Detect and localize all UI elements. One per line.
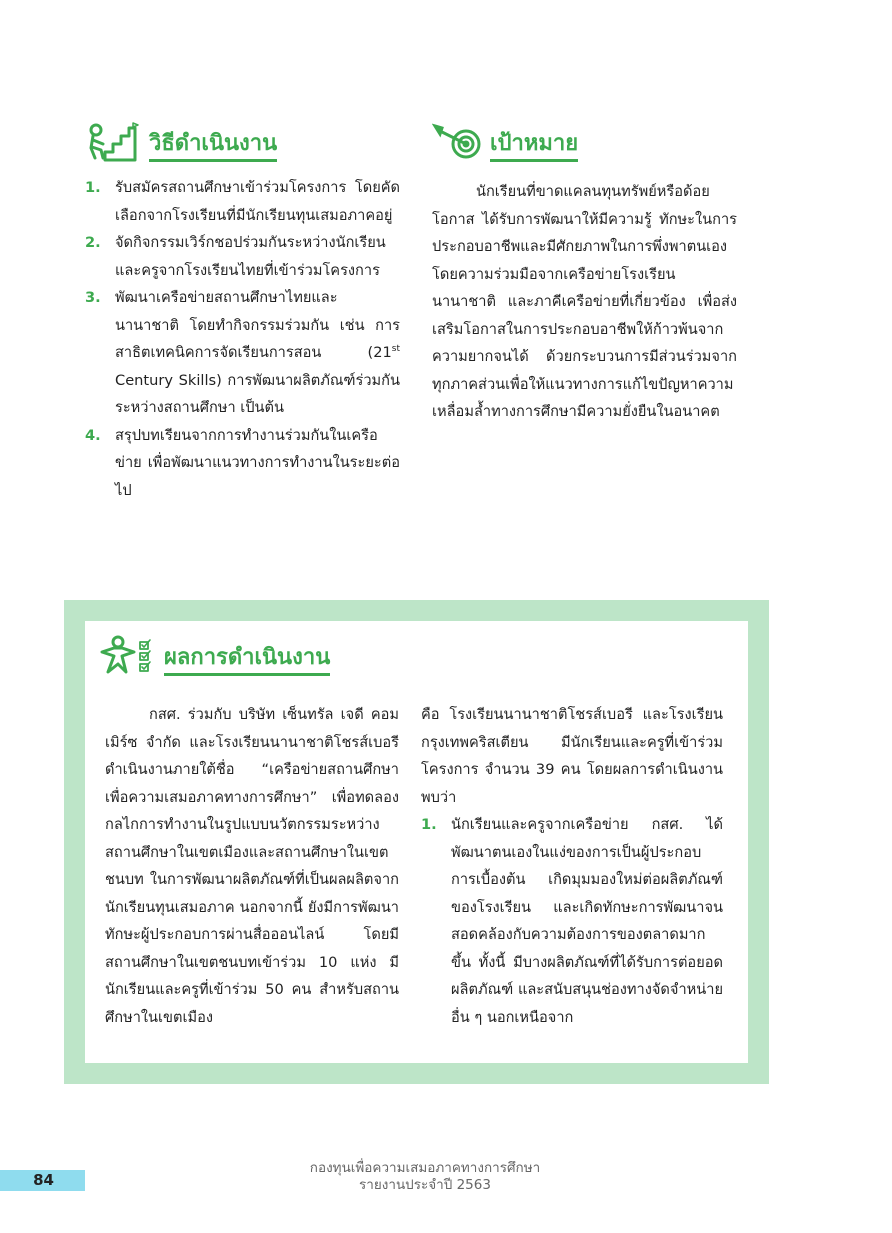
goal-section xyxy=(432,122,737,426)
method-section xyxy=(85,122,400,504)
results-right-column xyxy=(421,701,723,1031)
method-list xyxy=(85,174,400,504)
list-item: 2. จัดกิจกรรมเวิร์กชอปร่วมกันระหว่างนักเรียนและครูจากโรงเรียนไทยที่เข้าร่วมโครงการ xyxy=(85,234,386,279)
page-number: 84 xyxy=(0,1170,85,1191)
person-checklist-icon xyxy=(100,634,156,676)
results-title: ผลการดำเนินงาน xyxy=(164,644,330,676)
goal-heading xyxy=(432,122,737,162)
footer-org: กองทุนเพื่อความเสมอภาคทางการศึกษา xyxy=(309,1160,541,1176)
results-left-column xyxy=(105,701,399,1031)
list-item: 4. สรุปบทเรียนจากการทำงานร่วมกันในเครือข่าย เพื่อพัฒนาแนวทางการทำงานในระยะต่อไป xyxy=(85,426,400,499)
method-title: วิธีดำเนินงาน xyxy=(149,130,277,162)
results-list xyxy=(421,811,723,1031)
results-heading xyxy=(100,636,330,676)
footer-report: รายงานประจำปี 2563 xyxy=(359,1177,491,1193)
results-box xyxy=(64,600,769,1084)
method-heading xyxy=(85,122,400,162)
results-inner xyxy=(85,621,748,1063)
list-item: 3. พัฒนาเครือข่ายสถานศึกษาไทยและนานาชาติ โดยทำกิจกรรมร่วมกัน เช่น การสาธิตเทคนิคการจัดเรียนการสอน (21st Century Skills) การพัฒนาผลิตภัณฑ์ร่วมกันระหว่างสถานศึกษา เป็นต้น xyxy=(85,289,400,416)
results-left-text: กสศ. ร่วมกับ บริษัท เซ็นทรัล เจดี คอมเมิร์ซ จำกัด และโรงเรียนนานาชาติโชรส์เบอรี ดำเนินงานภายใต้ชื่อ “เครือข่ายสถานศึกษาเพื่อความเสมอภาคทางการศึกษา” เพื่อทดลองกลไกการทำงานในรูปแบบนวัตกรรมระหว่างสถานศึกษาในเขตเมืองและสถานศึกษาในเขตชนบท ในการพัฒนาผลิตภัณฑ์ที่เป็นผลผลิตจากนักเรียนทุนเสมอภาค นอกจากนี้ ยังมีการพัฒนาทักษะผู้ประกอบการผ่านสื่อออนไลน์ โดยมีสถานศึกษาในเขตชนบทเข้าร่วม 10 แห่ง มีนักเรียนและครูที่เข้าร่วม 50 คน สำหรับสถานศึกษาในเขตเมือง xyxy=(105,706,399,1026)
list-item: 1. รับสมัครสถานศึกษาเข้าร่วมโครงการ โดยคัดเลือกจากโรงเรียนที่มีนักเรียนทุนเสมอภาคอยู่ xyxy=(85,179,400,224)
results-right-text: คือ โรงเรียนนานาชาติโชรส์เบอรี และโรงเรียนกรุงเทพคริสเตียน มีนักเรียนและครูที่เข้าร่วมโครงการ จำนวน 39 คน โดยผลการดำเนินงานพบว่า xyxy=(421,706,723,806)
footer xyxy=(260,1160,590,1194)
target-dart-icon xyxy=(432,122,482,162)
goal-text: นักเรียนที่ขาดแคลนทุนทรัพย์หรือด้อยโอกาส ได้รับการพัฒนาให้มีความรู้ ทักษะในการประกอบอาชีพและมีศักยภาพในการพึ่งพาตนเอง โดยความร่วมมือจากเครือข่ายโรงเรียนนานาชาติ และภาคีเครือข่ายที่เกี่ยวข้อง เพื่อส่งเสริมโอกาสในการประกอบอาชีพให้ก้าวพ้นจากความยากจนได้ ด้วยกระบวนการมีส่วนร่วมจากทุกภาคส่วนเพื่อให้แนวทางการแก้ไขปัญหาความเหลื่อมล้ำทางการศึกษามีความยั่งยืนในอนาคต xyxy=(432,183,737,420)
list-item: 1. นักเรียนและครูจากเครือข่าย กสศ. ได้พัฒนาตนเองในแง่ของการเป็นผู้ประกอบการเบื้องต้น เกิดมุมมองใหม่ต่อผลิตภัณฑ์ของโรงเรียน และเกิดทักษะการพัฒนาจนสอดคล้องกับความต้องการของตลาดมากขึ้น ทั้งนี้ มีบางผลิตภัณฑ์ที่ได้รับการต่อยอดผลิตภัณฑ์ และสนับสนุนช่องทางจัดจำหน่ายอื่น ๆ นอกเหนือจาก xyxy=(421,816,723,1026)
goal-title: เป้าหมาย xyxy=(490,130,578,162)
person-climbing-stairs-icon xyxy=(85,122,141,162)
